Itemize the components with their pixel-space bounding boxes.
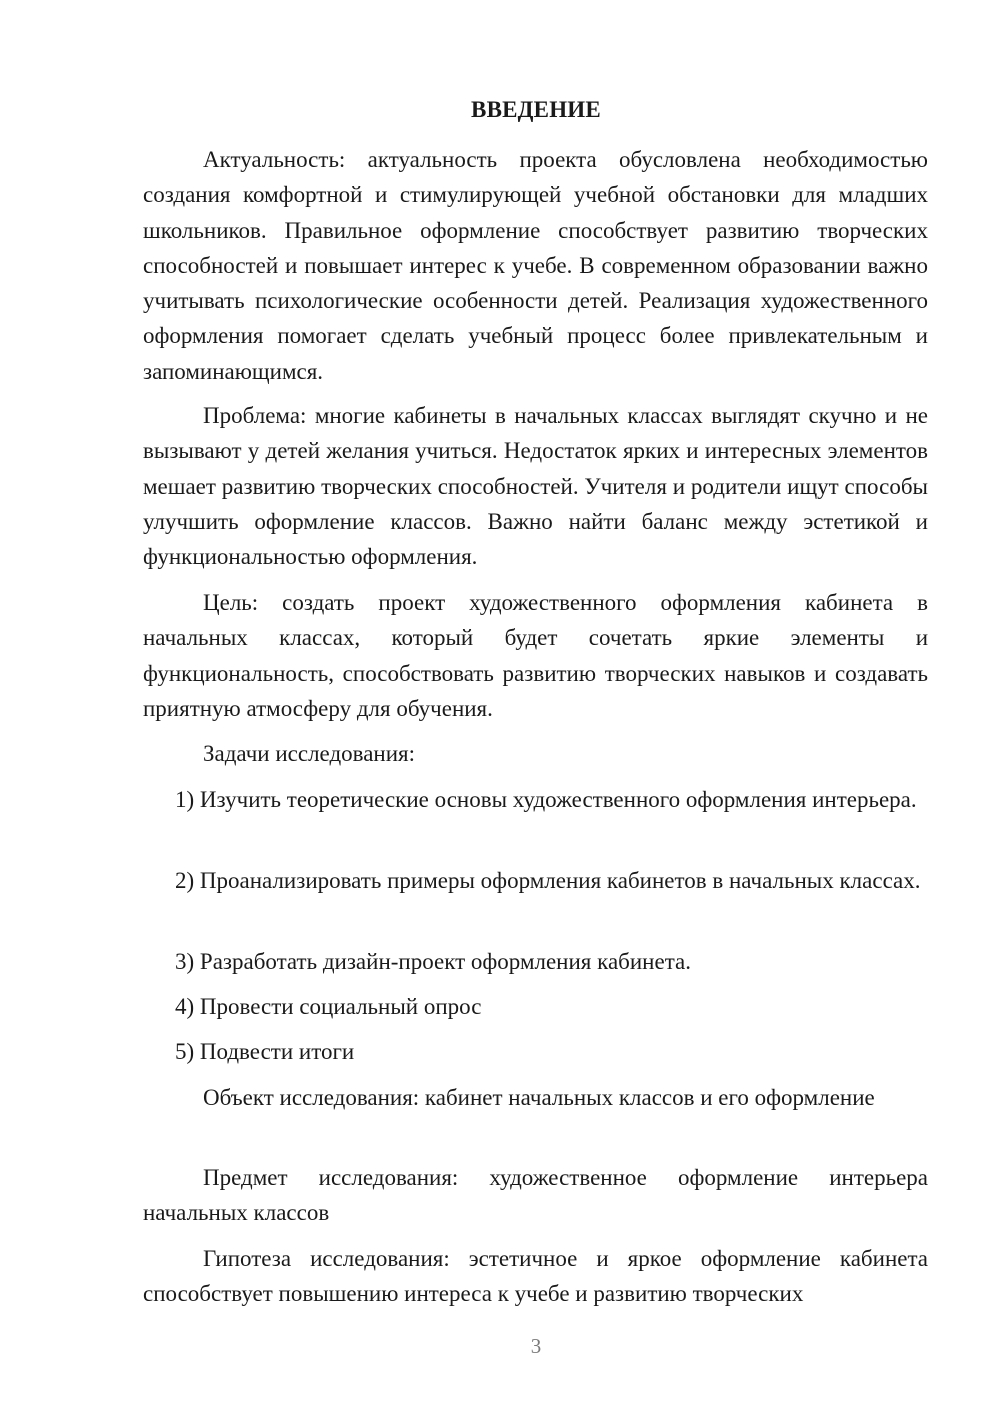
paragraph-tasks-heading: Задачи исследования: — [203, 741, 416, 766]
paragraph-subject: Предмет исследования: художественное оформление интерьера начальных классов — [143, 1165, 928, 1226]
task-item-5: 5) Подвести итоги — [175, 1039, 355, 1064]
paragraph-relevance: Актуальность: актуальность проекта обусловлена необходимостью создания комфортной и стимулирующей учебной обстановки для младших школьников. Правильное оформление способствует развитию творческих способностей и повышает интерес к учебе. В современном образовании важно учитывать психологические особенности детей. Реализация художественного оформления помогает сделать учебный процесс более привлекательным и запоминающимся. — [143, 147, 928, 384]
paragraph-object: Объект исследования: кабинет начальных классов и его оформление — [203, 1085, 875, 1110]
task-item-1: 1) Изучить теоретические основы художественного оформления интерьера. — [175, 787, 917, 812]
page-number: 3 — [530, 1334, 542, 1358]
paragraph-problem: Проблема: многие кабинеты в начальных классах выглядят скучно и не вызывают у детей желания учиться. Недостаток ярких и интересных элементов мешает развитию творческих способностей. Учителя и родители ищут способы улучшить оформление классов. Важно найти баланс между эстетикой и функциональностью оформления. — [143, 403, 928, 570]
task-item-2: 2) Проанализировать примеры оформления кабинетов в начальных классах. — [175, 868, 921, 893]
page-title: ВВЕДЕНИЕ — [471, 97, 601, 122]
task-item-3: 3) Разработать дизайн-проект оформления кабинета. — [175, 949, 691, 974]
paragraph-hypothesis: Гипотеза исследования: эстетичное и яркое оформление кабинета способствует повышению интереса к учебе и развитию творческих — [143, 1246, 928, 1307]
paragraph-goal: Цель: создать проект художественного оформления кабинета в начальных классах, который будет сочетать яркие элементы и функциональность, способствовать развитию творческих навыков и создавать приятную атмосферу для обучения. — [143, 590, 928, 721]
task-item-4: 4) Провести социальный опрос — [175, 994, 482, 1019]
